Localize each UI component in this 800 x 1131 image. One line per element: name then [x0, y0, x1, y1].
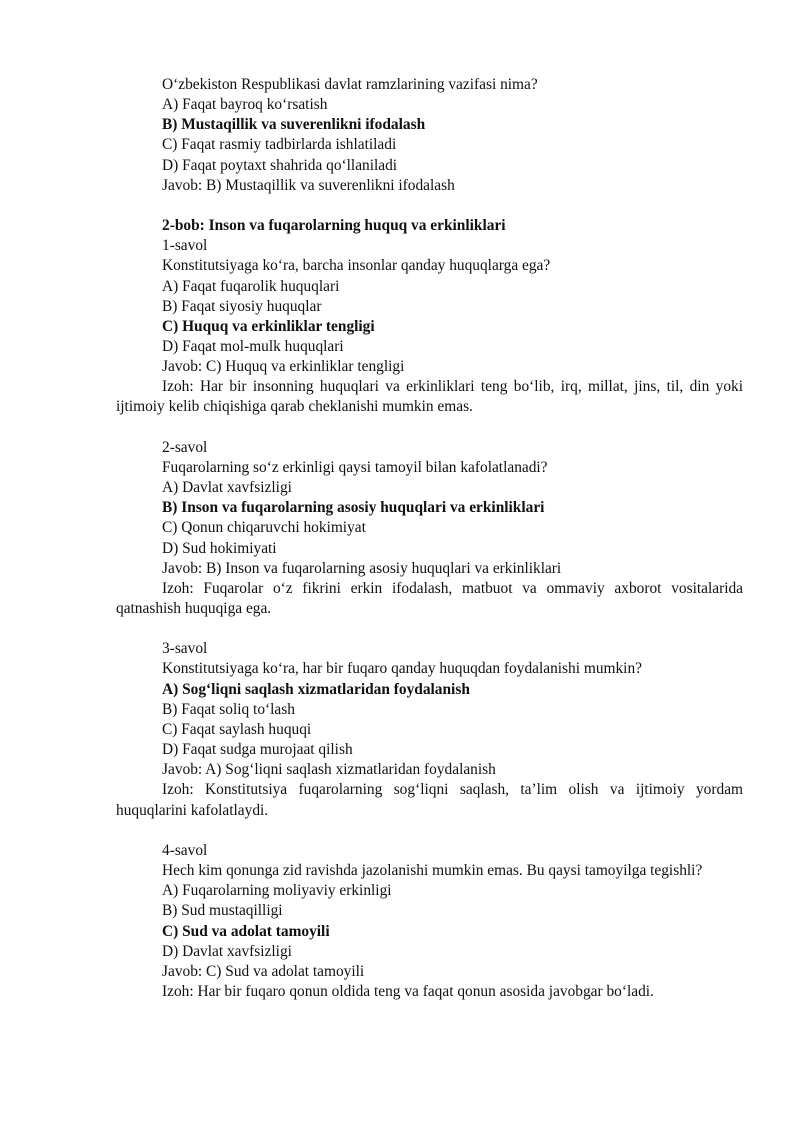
question-3-option-c: C) Faqat saylash huquqi: [162, 720, 312, 738]
question-1-option-d: D) Faqat mol-mulk huquqlari: [162, 338, 344, 356]
intro-option-b: B) Mustaqillik va suverenlikni ifodalash: [162, 116, 426, 134]
question-2-label: 2-savol: [162, 438, 208, 456]
question-3-answer: Javob: A) Sog‘liqni saqlash xizmatlaridan foydalanish: [162, 761, 496, 779]
question-1-text: Konstitutsiyaga ko‘ra, barcha insonlar qanday huquqlarga ega?: [162, 257, 551, 275]
question-3-option-d: D) Faqat sudga murojaat qilish: [162, 741, 353, 759]
question-4-label: 4-savol: [162, 841, 208, 859]
question-1-option-c: C) Huquq va erkinliklar tengligi: [162, 317, 375, 335]
question-3-label: 3-savol: [162, 640, 208, 658]
intro-question: O‘zbekiston Respublikasi davlat ramzlarining vazifasi nima?: [162, 76, 538, 93]
question-1-answer: Javob: C) Huquq va erkinliklar tengligi: [162, 358, 405, 376]
chapter-heading: 2-bob: Inson va fuqarolarning huquq va erkinliklari: [162, 217, 506, 235]
question-2-option-a: A) Davlat xavfsizligi: [162, 479, 292, 497]
question-3-option-a: A) Sog‘liqni saqlash xizmatlaridan foydalanish: [162, 680, 470, 698]
question-4-option-c: C) Sud va adolat tamoyili: [162, 922, 330, 940]
question-4-option-b: B) Sud mustaqilligi: [162, 902, 283, 920]
question-4-text: Hech kim qonunga zid ravishda jazolanishi mumkin emas. Bu qaysi tamoyilga tegishli?: [162, 862, 703, 880]
question-4-option-d: D) Davlat xavfsizligi: [162, 942, 292, 960]
intro-option-c: C) Faqat rasmiy tadbirlarda ishlatiladi: [162, 136, 397, 154]
question-1-option-b: B) Faqat siyosiy huquqlar: [162, 297, 322, 315]
question-1-option-a: A) Faqat fuqarolik huquqlari: [162, 277, 340, 295]
question-1-note: Izoh: Har bir insonning huquqlari va erkinliklari teng bo‘lib, irq, millat, jins, til, din yoki ijtimoiy kelib chiqishiga qarab cheklanishi mumkin emas.: [116, 378, 743, 416]
question-3-note: Izoh: Konstitutsiya fuqarolarning sog‘liqni saqlash, ta’lim olish va ijtimoiy yordam huquqlarini kafolatlaydi.: [116, 781, 743, 819]
question-2-option-c: C) Qonun chiqaruvchi hokimiyat: [162, 519, 366, 537]
question-2-option-d: D) Sud hokimiyati: [162, 539, 277, 557]
intro-answer: Javob: B) Mustaqillik va suverenlikni ifodalash: [162, 176, 455, 194]
question-2-note: Izoh: Fuqarolar o‘z fikrini erkin ifodalash, matbuot va ommaviy axborot vositalarida qatnashish huquqiga ega.: [116, 579, 743, 618]
question-4-note: Izoh: Har bir fuqaro qonun oldida teng va faqat qonun asosida javobgar bo‘ladi.: [162, 982, 654, 1000]
intro-option-a: A) Faqat bayroq ko‘rsatish: [162, 96, 328, 114]
question-2-text: Fuqarolarning so‘z erkinligi qaysi tamoyil bilan kafolatlanadi?: [162, 458, 548, 476]
question-4-option-a: A) Fuqarolarning moliyaviy erkinligi: [162, 882, 392, 900]
question-2-option-b: B) Inson va fuqarolarning asosiy huquqlari va erkinliklari: [162, 499, 545, 517]
question-3-option-b: B) Faqat soliq to‘lash: [162, 700, 295, 718]
question-2-answer: Javob: B) Inson va fuqarolarning asosiy huquqlari va erkinliklari: [162, 559, 562, 577]
question-4-answer: Javob: C) Sud va adolat tamoyili: [162, 962, 365, 980]
question-3-text: Konstitutsiyaga ko‘ra, har bir fuqaro qanday huquqdan foydalanishi mumkin?: [162, 660, 642, 678]
intro-option-d: D) Faqat poytaxt shahrida qo‘llaniladi: [162, 156, 398, 174]
question-1-label: 1-savol: [162, 237, 208, 255]
document-page: [116, 75, 743, 1002]
